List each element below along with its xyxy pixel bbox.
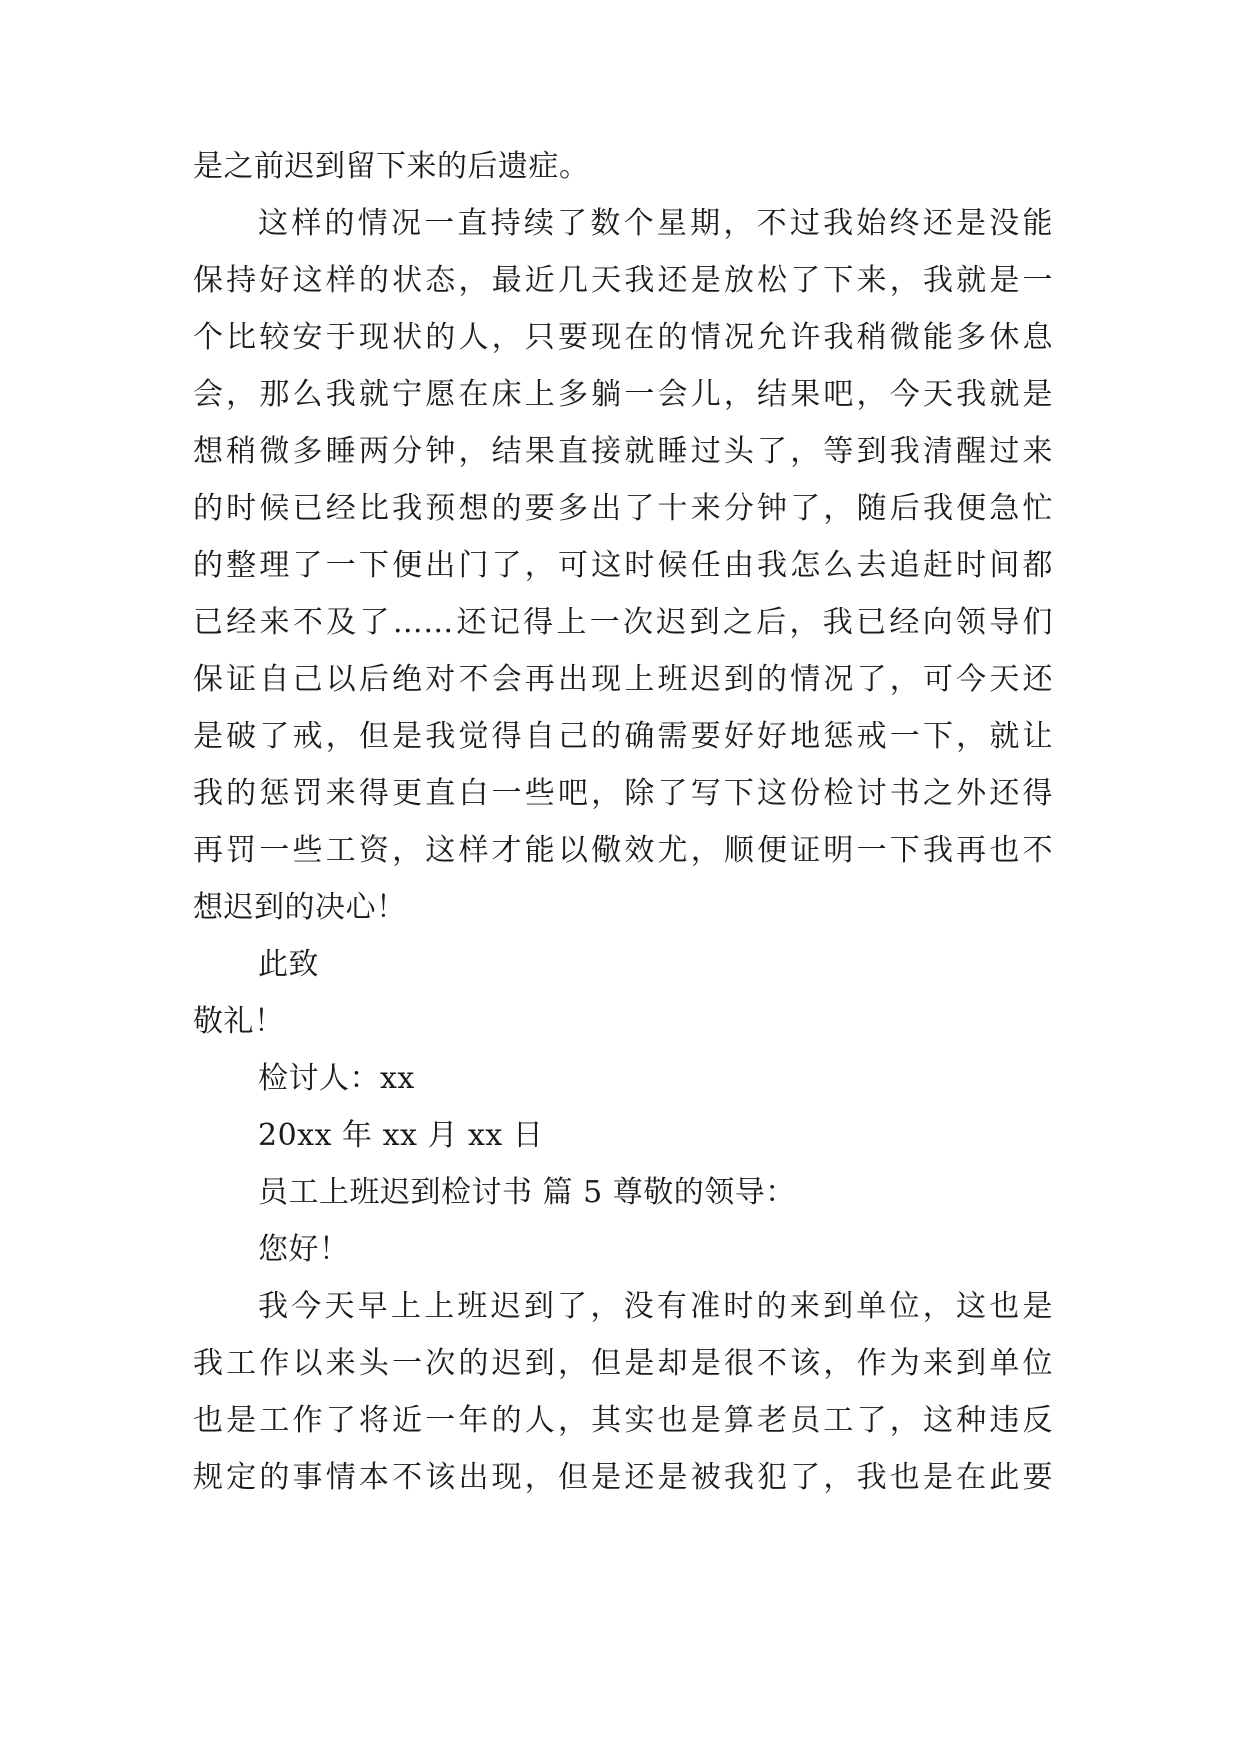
date-line: 20xx 年 xx 月 xx 日 [258,1118,544,1153]
text-line: 想稍微多睡两分钟，结果直接就睡过头了，等到我清醒过来 [193,434,1053,469]
text-line: 也是工作了将近一年的人，其实也是算老员工了，这种违反 [193,1403,1053,1438]
text-line: 的整理了一下便出门了，可这时候任由我怎么去追赶时间都 [193,548,1053,583]
closing-salutation: 此致 [258,947,319,982]
text-line: 会，那么我就宁愿在床上多躺一会儿，结果吧，今天我就是 [193,377,1053,412]
signature-line: 检讨人：xx [258,1061,415,1096]
text-line: 保证自己以后绝对不会再出现上班迟到的情况了，可今天还 [193,662,1053,697]
closing-regards: 敬礼！ [193,1004,285,1039]
text-line: 个比较安于现状的人，只要现在的情况允许我稍微能多休息 [193,320,1053,355]
paragraph-start-line: 这样的情况一直持续了数个星期，不过我始终还是没能 [258,206,1053,241]
text-line: 是之前迟到留下来的后遗症。 [193,149,590,184]
section-heading: 员工上班迟到检讨书 篇 5 尊敬的领导： [258,1175,796,1210]
text-line: 规定的事情本不该出现，但是还是被我犯了，我也是在此要 [193,1460,1053,1495]
greeting-line: 您好！ [258,1232,350,1267]
paragraph-start-line: 我今天早上上班迟到了，没有准时的来到单位，这也是 [258,1289,1053,1324]
text-line: 我的惩罚来得更直白一些吧，除了写下这份检讨书之外还得 [193,776,1053,811]
text-line: 再罚一些工资，这样才能以儆效尤，顺便证明一下我再也不 [193,833,1053,868]
text-line: 我工作以来头一次的迟到，但是却是很不该，作为来到单位 [193,1346,1053,1381]
text-line: 保持好这样的状态，最近几天我还是放松了下来，我就是一 [193,263,1053,298]
text-line: 是破了戒，但是我觉得自己的确需要好好地惩戒一下，就让 [193,719,1053,754]
text-line: 的时候已经比我预想的要多出了十来分钟了，随后我便急忙 [193,491,1053,526]
text-line: 想迟到的决心！ [193,890,407,925]
text-line: 已经来不及了……还记得上一次迟到之后，我已经向领导们 [193,605,1053,640]
